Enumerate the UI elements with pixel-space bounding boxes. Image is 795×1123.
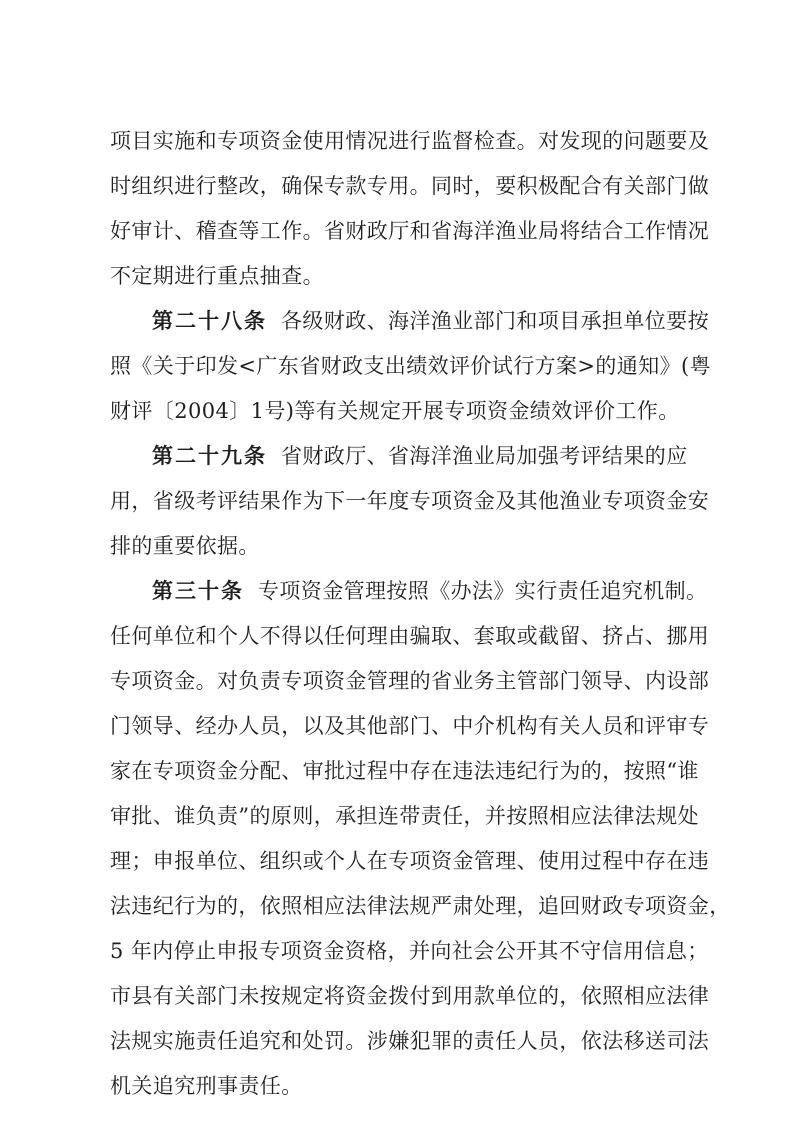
text-line: 专项资金。对负责专项资金管理的省业务主管部门领导、内设部 [110, 669, 710, 693]
text-line: 排的重要依据。 [110, 534, 260, 558]
text-line: 财评〔2004〕1号)等有关规定开展专项资金绩效评价工作。 [110, 399, 680, 423]
text-line: 用，省级考评结果作为下一年度专项资金及其他渔业专项资金安 [110, 489, 710, 513]
text-line: 门领导、经办人员，以及其他部门、中介机构有关人员和评审专 [110, 714, 710, 738]
text-line: 家在专项资金分配、审批过程中存在违法违纪行为的，按照“谁 [110, 759, 699, 783]
article-heading: 第二十九条 [152, 443, 267, 468]
text-line: 市县有关部门未按规定将资金拨付到用款单位的，依照相应法律 [110, 984, 710, 1008]
text-line: 好审计、稽查等工作。省财政厅和省海洋渔业局将结合工作情况 [110, 219, 710, 243]
article-text: 各级财政、海洋渔业部门和项目承担单位要按 [281, 309, 709, 333]
text-line: 理；申报单位、组织或个人在专项资金管理、使用过程中存在违 [110, 849, 710, 873]
text-line: 时组织进行整改，确保专款专用。同时，要积极配合有关部门做 [110, 174, 710, 198]
article-heading: 第三十条 [152, 578, 244, 603]
article-30-first-line [152, 577, 710, 605]
article-29-first-line [152, 442, 710, 470]
text-line: 不定期进行重点抽查。 [110, 264, 324, 288]
article-text: 专项资金管理按照《办法》实行责任追究机制。 [258, 579, 708, 603]
text-line: 审批、谁负责”的原则，承担连带责任，并按照相应法律法规处 [110, 804, 699, 828]
article-text: 省财政厅、省海洋渔业局加强考评结果的应 [281, 444, 688, 468]
text-line: 法规实施责任追究和处罚。涉嫌犯罪的责任人员，依法移送司法 [110, 1029, 710, 1053]
text-line: 5 年内停止申报专项资金资格，并向社会公开其不守信用信息； [110, 939, 709, 963]
article-28-first-line [152, 307, 710, 335]
text-line: 法违纪行为的，依照相应法律法规严肃处理，追回财政专项资金， [110, 894, 731, 918]
text-line: 照《关于印发<广东省财政支出绩效评价试行方案>的通知》(粤 [110, 354, 711, 378]
text-line: 机关追究刑事责任。 [110, 1074, 303, 1098]
text-line: 任何单位和个人不得以任何理由骗取、套取或截留、挤占、挪用 [110, 624, 710, 648]
article-heading: 第二十八条 [152, 308, 267, 333]
text-line: 项目实施和专项资金使用情况进行监督检查。对发现的问题要及 [110, 129, 710, 153]
